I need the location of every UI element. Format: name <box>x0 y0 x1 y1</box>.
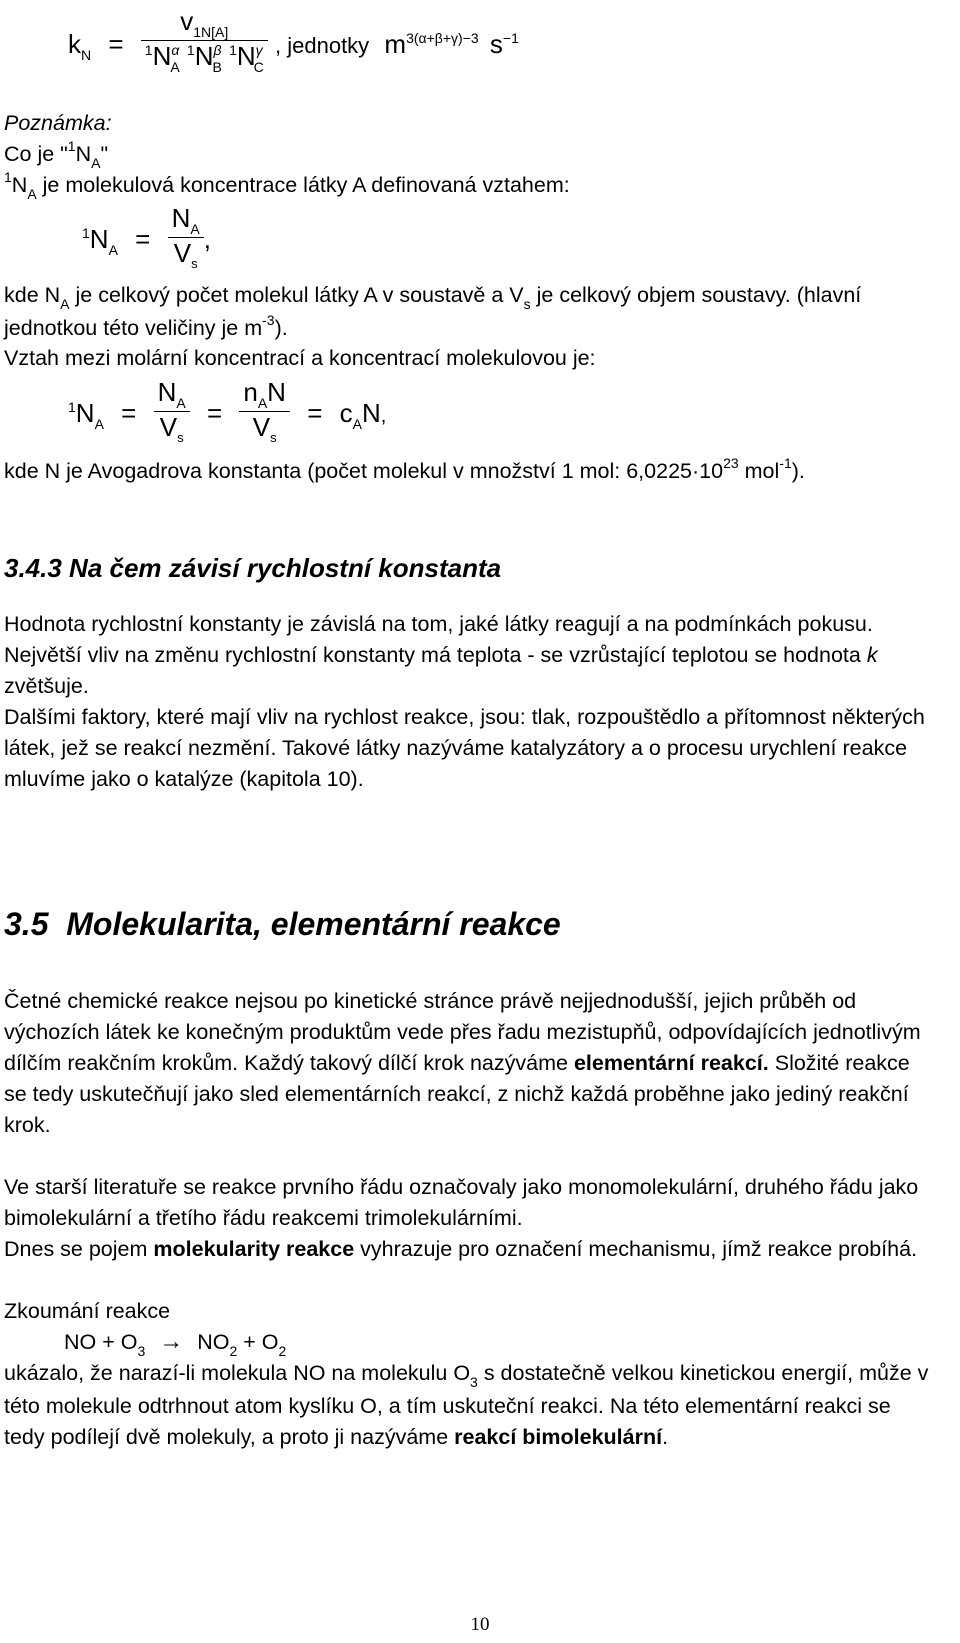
note-paragraph-4: kde N je Avogadrova konstanta (počet molekul v množství 1 mol: $6,0225\cdot 10^{23}$ mol$^{-1}$). <box>4 455 805 483</box>
section-343-paragraph-1: Hodnota rychlostní konstanty je závislá na tom, jaké látky reagují a na podmínkách pokusu. Největší vliv na změnu rychlostní konstanty má teplota - se vzrůstající teplotou se hodnota k zvětšuje. <box>4 612 878 698</box>
note-paragraph-3: Vztah mezi molární koncentrací a koncentrací molekulovou je: <box>4 346 596 370</box>
equation-concentration-relation: $^1N_A$ = $\frac{N_A}{V_s}$ = $\frac{n_AN}{V_s}$ = $c_AN$, <box>68 377 387 445</box>
den-term: $^1N^\alpha_A$ <box>144 41 180 75</box>
equation-molecular-concentration: $^1N_A$ = $\frac{N_A}{V_s}$ , <box>82 203 211 271</box>
section-35-paragraph-1: Četné chemické reakce nejsou po kinetické stránce právě nejjednodušší, jejich průběh od výchozích látek ke konečným produktům vede přes řadu mezistupňů, odpovídajících jednotlivým dílčím reakčním krokům. Každý takový dílčí krok nazýváme elementární reakcí. Složité reakce se tedy uskutečňují jako sled elementárních reakcí, z nichž každá proběhne jako jediný reakční krok. <box>4 989 921 1137</box>
section-35-paragraph-4: Zkoumání reakce <box>4 1299 171 1323</box>
note-definition: $^1N_A$ je molekulová koncentrace látky A definovaná vztahem: <box>4 169 570 202</box>
rate-constant-formula: $k_N$ = $\frac{v_{1N[A]}}{^1N^\alpha_A ^1N^\beta_B ^1N^\gamma_C}$ , jednotky $m^{3(\alpha+\beta+\gamma)-3}$ $s^{-1}$ <box>68 6 519 75</box>
section-heading-3-5: 3.5 Molekularita, elementární reakce <box>4 906 561 942</box>
page-number: 10 <box>470 1614 490 1635</box>
section-343-paragraph-2: Dalšími faktory, které mají vliv na rychlost reakce, jsou: tlak, rozpouštědlo a přítomnost některých látek, jež se reakcí nezmění. Takové látky nazýváme katalyzátory a o procesu urychlení reakce mluvíme jako o katalýze (kapitola 10). <box>4 705 925 791</box>
note-paragraph-2: kde $N_A$ je celkový počet molekul látky A v soustavě a $V_s$ je celkový objem soustavy. (hlavní jednotkou této veličiny je $m^{-3}$). <box>4 283 862 340</box>
section-35-paragraph-5: ukázalo, že narazí-li molekula NO na molekulu $O_3$ s dostatečně velkou kinetickou energií, může v této molekule odtrhnout atom kyslíku O, a tím uskuteční reakci. Na této elementární reakci se tedy podílejí dvě molekuly, a proto ji nazýváme reakcí bimolekulární. <box>4 1361 929 1449</box>
units-label: , jednotky <box>275 33 370 58</box>
reaction-equation: NO + $O_3 \to NO_2 + O_2$ <box>64 1328 287 1359</box>
unit-second: $s^{-1}$ <box>489 29 519 59</box>
den-term: $^1N^\gamma_C$ <box>229 41 264 75</box>
den-term: $^1N^\beta_B$ <box>186 41 222 75</box>
note-question: Co je "$^1N_A$" <box>4 138 109 171</box>
unit-meter: $m^{3(\alpha+\beta+\gamma)-3}$ <box>384 29 479 59</box>
section-heading-3-4-3: 3.4.3 Na čem závisí rychlostní konstanta <box>4 553 502 583</box>
reaction-arrow-icon: → <box>159 1328 184 1355</box>
section-35-paragraph-2: Ve starší literatuře se reakce prvního řádu označovaly jako monomolekulární, druhého řádu jako bimolekulární a třetího řádu reakcemi trimolekulárními. <box>4 1175 919 1230</box>
rate-constant-fraction: $\frac{v_{1N[A]}}{^1N^\alpha_A ^1N^\beta_B ^1N^\gamma_C}$ <box>141 6 268 75</box>
section-35-paragraph-3: Dnes se pojem molekularity reakce vyhrazuje pro označení mechanismu, jímž reakce probíhá. <box>4 1237 918 1261</box>
note-label: Poznámka: <box>4 111 112 135</box>
